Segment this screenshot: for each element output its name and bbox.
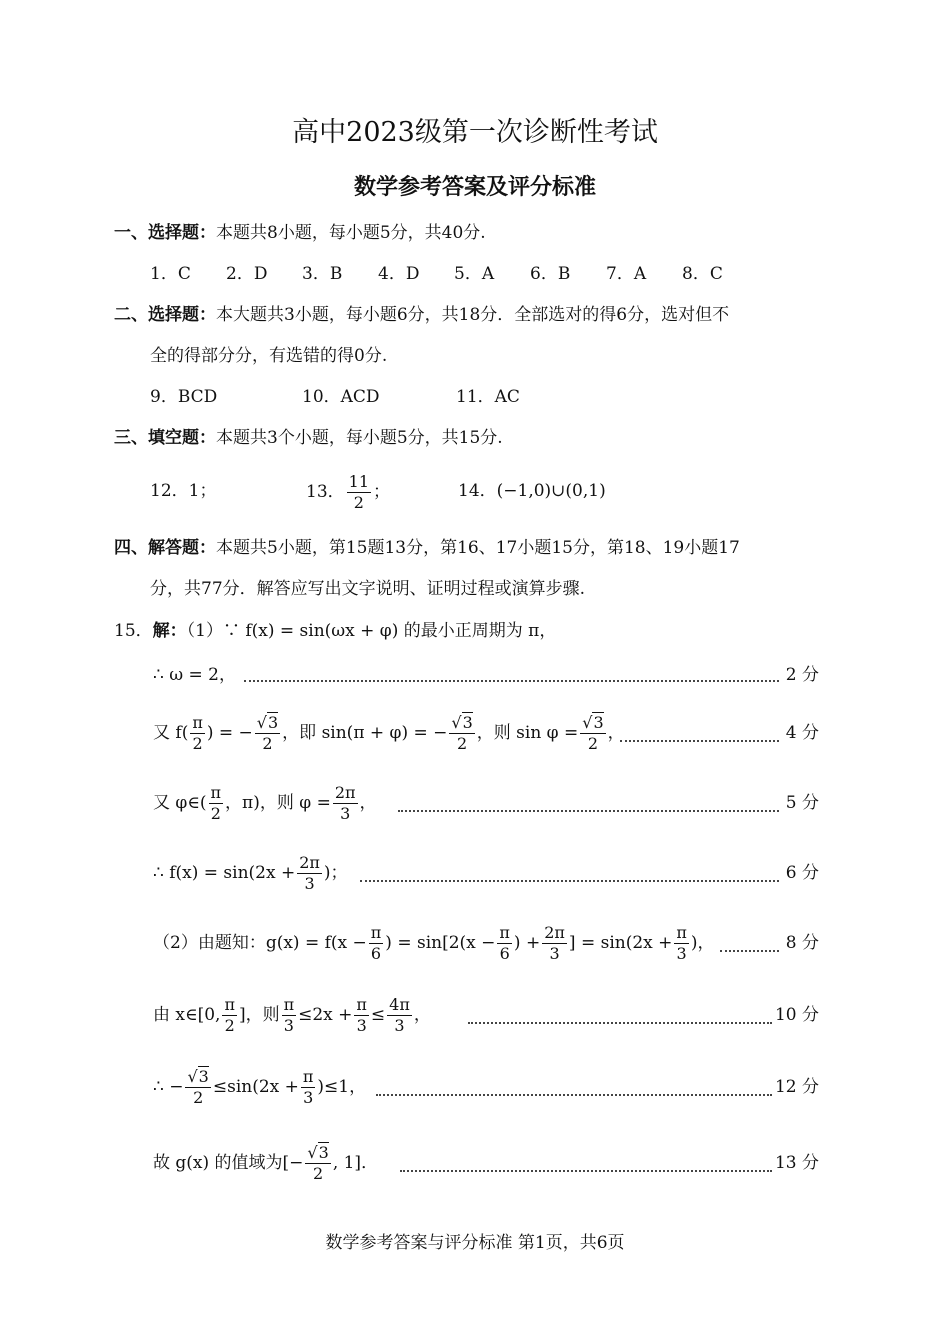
frac-num: π xyxy=(676,922,687,942)
q15-step-5-text-c: ) + xyxy=(513,933,541,953)
section-4 xyxy=(114,537,740,559)
frac-den: 2 xyxy=(193,1087,204,1107)
frac-den: 2 xyxy=(456,733,468,753)
sqrt-radicand: 3 xyxy=(462,712,473,732)
q15-intro xyxy=(114,620,556,642)
leader-dots-5 xyxy=(720,950,779,952)
q15-step-6-text-b: ]，则 xyxy=(238,1005,280,1025)
section-1-heading: 一、选择题： xyxy=(114,223,216,243)
q15-step-4-text-a: ∴ f(x) = sin(2x + xyxy=(153,863,296,883)
q15-step-7 xyxy=(153,1062,366,1112)
sqrt-radicand: 3 xyxy=(593,712,604,732)
answer-13-denominator: 2 xyxy=(353,492,364,512)
q15-step-2-text-e: ， xyxy=(607,723,625,743)
frac-num: π xyxy=(370,922,382,942)
frac-den: 2 xyxy=(192,733,203,753)
frac-2pi-over-3 xyxy=(333,782,358,823)
section-1-answers xyxy=(150,263,742,285)
frac-num: 4π xyxy=(389,994,410,1014)
answer-7: 7．A xyxy=(606,264,647,284)
frac-num: √3 xyxy=(256,712,279,732)
q15-step-5 xyxy=(153,918,715,968)
frac-num: √3 xyxy=(451,712,473,732)
answer-13 xyxy=(306,468,390,516)
score-step-4: 6 分 xyxy=(785,863,819,883)
score-step-7: 12 分 xyxy=(774,1077,819,1097)
frac-den: 2 xyxy=(224,1015,235,1035)
frac-pi-over-3 xyxy=(282,994,297,1035)
q15-step-4-text-b: )； xyxy=(323,863,348,883)
answer-10: 10．ACD xyxy=(302,387,380,407)
leader-dots-4 xyxy=(360,880,779,882)
frac-num: 2π xyxy=(299,852,320,872)
frac-sqrt3-over-2 xyxy=(185,1066,210,1107)
score-step-6: 10 分 xyxy=(774,1005,819,1025)
answer-13-tail: ； xyxy=(373,482,390,502)
frac-num: π xyxy=(283,994,295,1014)
q15-step-5-text-d: ] = sin(2x + xyxy=(568,933,673,953)
frac-sqrt3-over-2 xyxy=(305,1142,330,1183)
q15-step-8-text-a: 故 g(x) 的值域为[− xyxy=(153,1153,304,1173)
answer-13-numerator: 11 xyxy=(348,471,369,491)
leader-dots-3 xyxy=(398,810,779,812)
answer-13-fraction xyxy=(347,471,371,512)
section-2-heading: 二、选择题： xyxy=(114,305,216,325)
answer-11: 11．AC xyxy=(456,387,520,407)
frac-num: √3 xyxy=(187,1066,209,1086)
score-step-3: 5 分 xyxy=(785,793,819,813)
frac-pi-over-2 xyxy=(209,782,224,823)
section-1 xyxy=(114,222,486,244)
answer-2: 2．D xyxy=(226,264,268,284)
leader-dots-8 xyxy=(400,1170,772,1172)
q15-step-6 xyxy=(153,990,431,1040)
frac-num: √3 xyxy=(582,712,604,732)
q15-step-2-text-a: 又 f( xyxy=(153,723,189,743)
answer-1: 1．C xyxy=(150,264,191,284)
frac-pi-over-2 xyxy=(190,712,205,753)
section-2-answers xyxy=(150,386,536,408)
frac-den: 3 xyxy=(394,1015,405,1035)
q15-step-8-text-b: , 1]． xyxy=(332,1153,379,1173)
page-footer: 数学参考答案与评分标准 第1页，共6页 xyxy=(325,1233,625,1253)
frac-den: 2 xyxy=(262,733,273,753)
q15-step-3-text-b: ，π)，则 φ = xyxy=(225,793,331,813)
frac-den: 3 xyxy=(356,1015,367,1035)
q15-step-5-text-e: )， xyxy=(690,933,715,953)
frac-num: √3 xyxy=(307,1142,329,1162)
frac-den: 2 xyxy=(587,733,599,753)
frac-pi-over-6 xyxy=(369,922,384,963)
frac-den: 2 xyxy=(313,1163,324,1183)
frac-pi-over-3 xyxy=(354,994,369,1035)
answer-5: 5．A xyxy=(454,264,495,284)
q15-step-6-text-d: ≤ xyxy=(370,1005,386,1025)
q15-step-1: ∴ ω = 2， xyxy=(153,665,236,685)
frac-den: 3 xyxy=(304,873,315,893)
leader-dots-2 xyxy=(620,740,779,742)
frac-sqrt3-over-2 xyxy=(255,712,280,753)
frac-den: 3 xyxy=(549,943,560,963)
frac-den: 3 xyxy=(340,803,351,823)
q15-step-2-text-b: ) = − xyxy=(206,723,253,743)
q15-step-2-text-d: ，则 sin φ = xyxy=(476,723,579,743)
score-step-1: 2 分 xyxy=(785,665,819,685)
frac-num: π xyxy=(499,922,510,942)
frac-num: π xyxy=(302,1066,314,1086)
frac-pi-over-6 xyxy=(497,922,512,963)
score-step-5: 8 分 xyxy=(785,933,819,953)
score-step-2: 4 分 xyxy=(785,723,819,743)
q15-step-3 xyxy=(153,778,377,828)
frac-den: 2 xyxy=(210,803,221,823)
frac-num: 2π xyxy=(334,782,356,802)
sqrt-radicand: 3 xyxy=(198,1066,209,1086)
answer-4: 4．D xyxy=(378,264,420,284)
q15-step-5-text-b: ) = sin[2(x − xyxy=(385,933,496,953)
section-2-description-line1: 本大题共3小题，每小题6分，共18分．全部选对的得6分，选对但不 xyxy=(216,305,730,325)
frac-den: 3 xyxy=(303,1087,314,1107)
answer-14: 14．(−1,0)∪(0,1) xyxy=(458,481,606,501)
q15-part1: （1）∵ f(x) = sin(ωx + φ) 的最小正周期为 π， xyxy=(186,621,557,641)
frac-num: 2π xyxy=(544,922,565,942)
section-3 xyxy=(114,427,503,449)
q15-step-7-text-b: ≤sin(2x + xyxy=(212,1077,299,1097)
section-4-description-line2: 分，共77分．解答应写出文字说明、证明过程或演算步骤. xyxy=(150,579,586,599)
section-1-description: 本题共8小题，每小题5分，共40分. xyxy=(216,223,486,243)
frac-den: 6 xyxy=(499,943,510,963)
q15-step-4 xyxy=(153,848,348,898)
frac-pi-over-3 xyxy=(301,1066,316,1107)
q15-step-2 xyxy=(153,708,625,758)
section-2 xyxy=(114,304,729,326)
frac-2pi-over-3 xyxy=(297,852,322,893)
q15-label: 15． xyxy=(114,621,153,641)
sqrt-radicand: 3 xyxy=(267,712,279,732)
frac-sqrt3-over-2 xyxy=(449,712,474,753)
section-4-description-line1: 本题共5小题，第15题13分，第16、17小题15分，第18、19小题17 xyxy=(216,538,740,558)
q15-step-3-text-c: ， xyxy=(359,793,377,813)
q15-step-7-text-a: ∴ − xyxy=(153,1077,184,1097)
q15-step-6-text-a: 由 x∈[0, xyxy=(153,1005,221,1025)
frac-num: π xyxy=(224,994,235,1014)
q15-step-3-text-a: 又 φ∈( xyxy=(153,793,207,813)
frac-den: 3 xyxy=(676,943,687,963)
answer-6: 6．B xyxy=(530,264,571,284)
frac-sqrt3-over-2 xyxy=(580,712,605,753)
frac-num: π xyxy=(356,994,367,1014)
answer-13-label: 13． xyxy=(306,482,345,502)
page-title: 高中2023级第一次诊断性考试 xyxy=(292,117,658,148)
frac-den: 3 xyxy=(283,1015,294,1035)
q15-step-8 xyxy=(153,1138,378,1188)
q15-step-2-text-c: ，即 sin(π + φ) = − xyxy=(282,723,448,743)
answer-9: 9．BCD xyxy=(150,387,218,407)
q15-step-6-text-c: ≤2x + xyxy=(298,1005,353,1025)
page-subtitle: 数学参考答案及评分标准 xyxy=(353,174,596,200)
answer-12: 12．1； xyxy=(150,481,217,501)
leader-dots-1 xyxy=(244,680,779,682)
q15-solve: 解： xyxy=(152,621,187,641)
leader-dots-6 xyxy=(468,1022,772,1024)
frac-2pi-over-3 xyxy=(542,922,567,963)
score-step-8: 13 分 xyxy=(774,1153,819,1173)
section-2-description-line2: 全的得部分分，有选错的得0分. xyxy=(150,346,388,366)
answer-3: 3．B xyxy=(302,264,343,284)
section-4-heading: 四、解答题： xyxy=(114,538,216,558)
section-3-heading: 三、填空题： xyxy=(114,428,216,448)
answer-8: 8．C xyxy=(682,264,723,284)
section-3-description: 本题共3个小题，每小题5分，共15分. xyxy=(216,428,503,448)
leader-dots-7 xyxy=(376,1094,772,1096)
frac-pi-over-2 xyxy=(222,994,237,1035)
frac-num: π xyxy=(210,782,222,802)
frac-pi-over-3 xyxy=(674,922,689,963)
sqrt-radicand: 3 xyxy=(318,1142,329,1162)
q15-step-7-text-c: )≤1， xyxy=(317,1077,367,1097)
q15-step-6-text-e: ， xyxy=(413,1005,431,1025)
frac-num: π xyxy=(192,712,203,732)
q15-step-5-text-a: （2）由题知：g(x) = f(x − xyxy=(153,933,367,953)
frac-den: 6 xyxy=(370,943,382,963)
frac-4pi-over-3 xyxy=(387,994,412,1035)
